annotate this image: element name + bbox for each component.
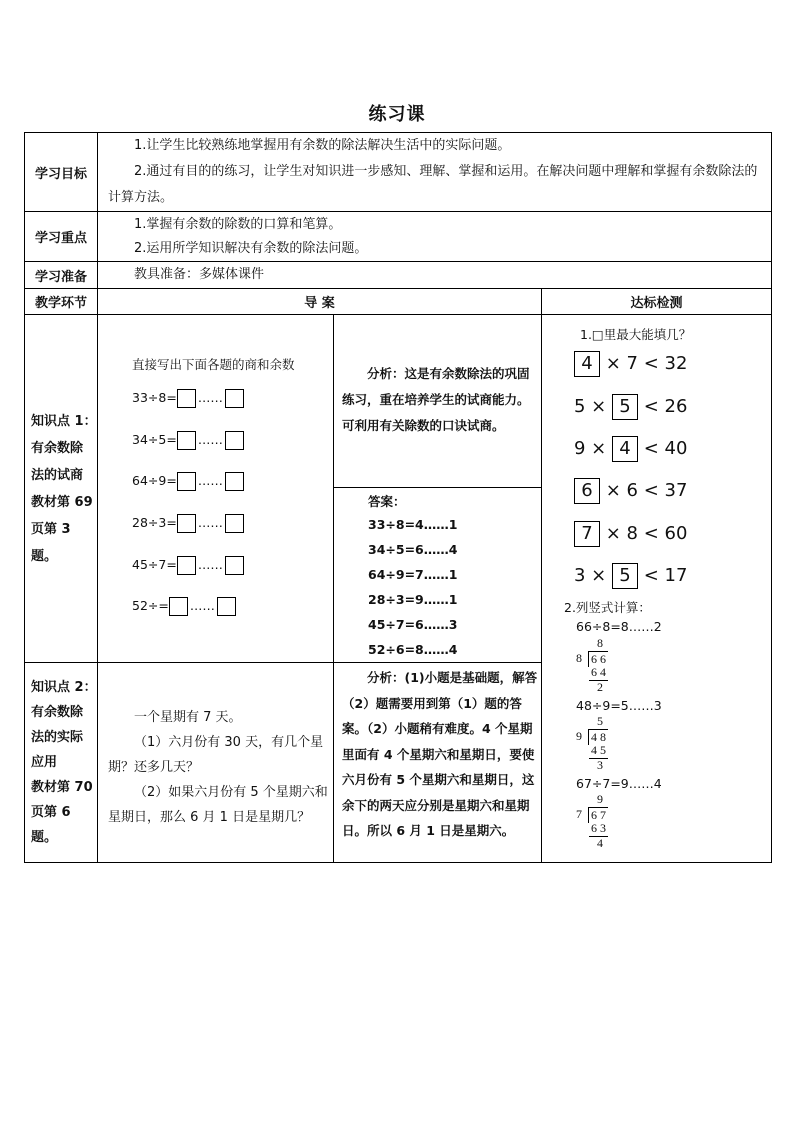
inequality: 5 × 5 < 26 (574, 394, 687, 420)
calc-remainder: 3 (597, 758, 603, 772)
header-col2: 导 案 (98, 289, 542, 315)
inequality: 6 × 6 < 37 (574, 478, 687, 504)
kp1-question: 45÷7= …… (132, 556, 244, 575)
answer-box (225, 514, 244, 533)
calc-equation: 48÷9=5……3 (576, 698, 662, 713)
header-col1: 教学环节 (25, 289, 98, 315)
calc-equation: 67÷7=9……4 (576, 776, 662, 791)
answer-line: 52÷6=8……4 (368, 642, 458, 657)
kp1-question: 33÷8= …… (132, 389, 244, 408)
answer-line: 28÷3=9……1 (368, 592, 458, 607)
kp2-problem-text: 一个星期有 7 天。 (134, 710, 242, 725)
answer-label: 答案： (368, 494, 406, 509)
kp1-exercises (98, 315, 334, 663)
kp1-question: 64÷9= …… (132, 472, 244, 491)
keypoints-label: 学习重点 (25, 212, 98, 262)
kp1-label: 知识点 1： 有余数除 法的试商 教材第 69 页第 3 题。 (25, 315, 98, 663)
calc-dividend: 4 8 (588, 729, 608, 745)
answer-box (177, 389, 196, 408)
answer-box: 4 (574, 351, 600, 377)
inequality: 7 × 8 < 60 (574, 521, 687, 547)
calc-quotient: 5 (597, 714, 603, 728)
answer-box (225, 556, 244, 575)
kp2-q2: （2）如果六月份有 5 个星期六和星期日，那么 6 月 1 日是星期几？ (108, 785, 328, 825)
goals-text (98, 133, 772, 212)
answer-box: 7 (574, 521, 600, 547)
inequality: 3 × 5 < 17 (574, 563, 687, 589)
answer-box (177, 514, 196, 533)
calc-product: 4 5 (591, 743, 606, 757)
lesson-table (24, 132, 772, 863)
keypoints-text (98, 212, 772, 262)
prep-label: 学习准备 (25, 262, 98, 289)
answer-line: 34÷5=6……4 (368, 542, 458, 557)
calc-product: 6 4 (591, 665, 606, 679)
page-title: 练习课 (368, 104, 426, 125)
calc-divisor: 7 (576, 807, 582, 821)
kp1-intro: 直接写出下面各题的商和余数 (132, 357, 295, 372)
calc-quotient: 9 (597, 792, 603, 806)
answer-line: 33÷8=4……1 (368, 517, 458, 532)
calc-equation: 66÷8=8……2 (576, 619, 662, 634)
goals-label: 学习目标 (25, 133, 98, 212)
kp2-problem (98, 663, 334, 863)
answer-box: 4 (612, 436, 638, 462)
answer-box (225, 472, 244, 491)
kp1-row-a (25, 315, 772, 488)
check-column (542, 315, 772, 863)
calc-divisor: 8 (576, 651, 582, 665)
keypoint-line: 2.运用所学知识解决有余数的除法问题。 (134, 240, 368, 256)
kp1-question: 34÷5= …… (132, 431, 244, 450)
answer-box (177, 431, 196, 450)
inequality: 4 × 7 < 32 (574, 351, 687, 377)
answer-line: 45÷7=6……3 (368, 617, 458, 632)
calc-quotient: 8 (597, 636, 603, 650)
answer-box: 5 (612, 394, 638, 420)
answer-box (217, 597, 236, 616)
prep-row (25, 262, 772, 289)
answer-line: 64÷9=7……1 (368, 567, 458, 582)
header-row (25, 289, 772, 315)
calc-remainder: 4 (597, 836, 603, 850)
calc-dividend: 6 7 (588, 807, 608, 823)
answer-box (225, 389, 244, 408)
answer-box: 5 (612, 563, 638, 589)
check-q1-title: 1.□里最大能填几？ (580, 327, 692, 342)
calc-divisor: 9 (576, 729, 582, 743)
keypoints-row (25, 212, 772, 262)
answer-box: 6 (574, 478, 600, 504)
calc-dividend: 6 6 (588, 651, 608, 667)
answer-box (225, 431, 244, 450)
kp1-question: 28÷3= …… (132, 514, 244, 533)
goal-line: 1.让学生比较熟练地掌握用有余数的除法解决生活中的实际问题。 (134, 138, 511, 153)
kp2-label: 知识点 2： 有余数除 法的实际 应用 教材第 70 页第 6 题。 (25, 663, 98, 863)
kp1-analysis: 分析：这是有余数除法的巩固练习，重在培养学生的试商能力。可利用有关除数的口诀试商。 (334, 315, 542, 488)
header-col3: 达标检测 (542, 289, 772, 315)
goal-line: 2.通过有目的的练习，让学生对知识进一步感知、理解、掌握和运用。在解决问题中理解和掌握有余数除法的计算方法。 (108, 164, 758, 205)
calc-product: 6 3 (591, 821, 606, 835)
kp1-answers (334, 488, 542, 663)
answer-box (169, 597, 188, 616)
inequality: 9 × 4 < 40 (574, 436, 687, 462)
kp2-analysis: 分析：(1)小题是基础题，解答（2）题需要用到第（1）题的答案。（2）小题稍有难度。4 个星期里面有 4 个星期六和星期日，要使六月份有 5 个星期六和星期日，这余下的两天应分别是星期六和星期日。所以 6 月 1 日是星期六。 (334, 663, 542, 863)
keypoint-line: 1.掌握有余数的除数的口算和笔算。 (134, 216, 342, 232)
check-q2-title: 2.列竖式计算： (564, 600, 651, 615)
calc-remainder: 2 (597, 680, 603, 694)
prep-text: 教具准备：多媒体课件 (134, 267, 265, 282)
kp2-q1: （1）六月份有 30 天，有几个星期？还多几天？ (108, 735, 324, 775)
kp1-question: 52÷= …… (132, 597, 236, 616)
answer-box (177, 472, 196, 491)
goals-row (25, 133, 772, 212)
answer-box (177, 556, 196, 575)
